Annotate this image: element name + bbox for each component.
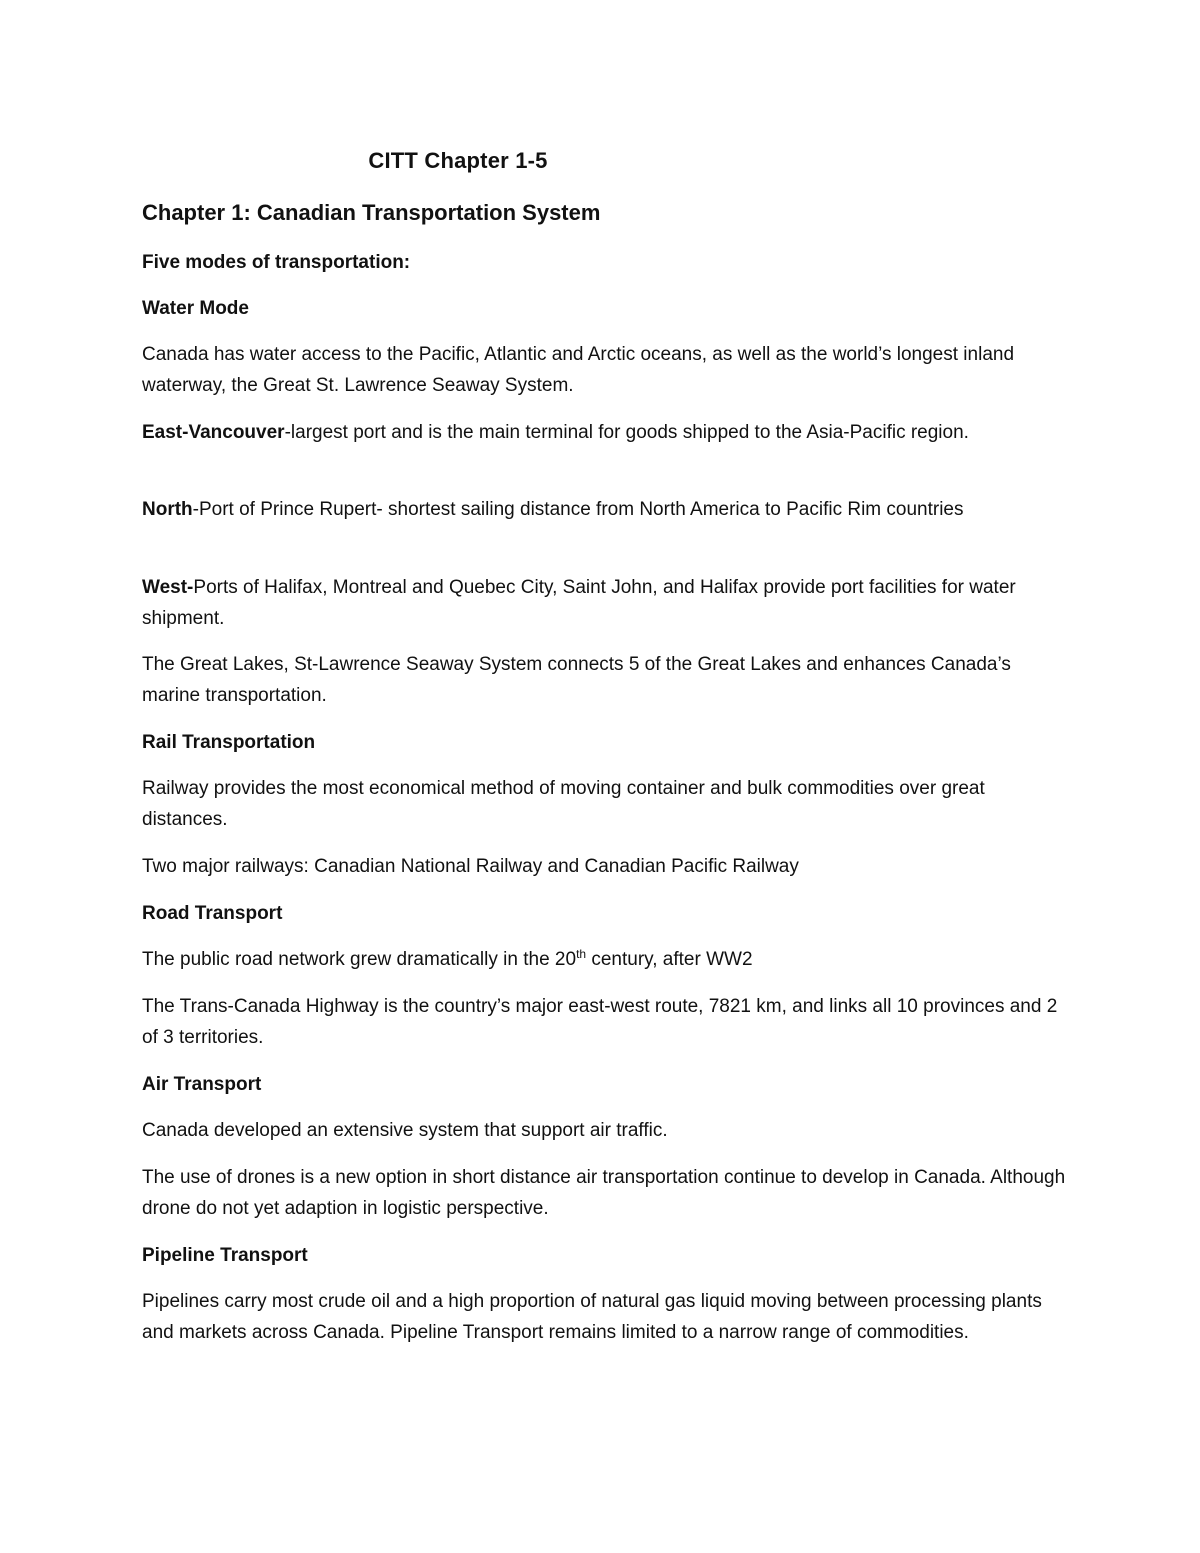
north-text: -Port of Prince Rupert- shortest sailing distance from North America to Pacific Rim countries — [192, 499, 964, 520]
rail-paragraph-2: Two major railways: Canadian National Railway and Canadian Pacific Railway — [142, 856, 799, 877]
rail-paragraph-1: Railway provides the most economical method of moving container and bulk commodities over great distances. — [142, 778, 985, 830]
air-paragraph-2: The use of drones is a new option in short distance air transportation continue to develop in Canada. Although drone do not yet adaption in logistic perspective. — [142, 1167, 1066, 1219]
road-paragraph-2: The Trans-Canada Highway is the country’s major east-west route, 7821 km, and links all 10 provinces and 2 of 3 territories. — [142, 996, 1058, 1048]
road-p1-before: The public road network grew dramatically in the 20 — [142, 949, 577, 970]
great-lakes-paragraph: The Great Lakes, St-Lawrence Seaway System connects 5 of the Great Lakes and enhances Canada’s marine transportation. — [142, 654, 1011, 706]
pipeline-heading: Pipeline Transport — [142, 1245, 308, 1266]
chapter-heading: Chapter 1: Canadian Transportation System — [142, 200, 601, 225]
east-paragraph — [142, 417, 1072, 448]
north-paragraph — [142, 494, 1072, 525]
west-label: West- — [142, 577, 194, 598]
east-text: -largest port and is the main terminal for goods shipped to the Asia-Pacific region. — [284, 422, 969, 443]
road-heading: Road Transport — [142, 903, 283, 924]
road-paragraph-1 — [142, 944, 1072, 975]
west-paragraph — [142, 572, 1072, 634]
west-text: Ports of Halifax, Montreal and Quebec City, Saint John, and Halifax provide port facilities for water shipment. — [142, 577, 1016, 629]
modes-heading: Five modes of transportation: — [142, 252, 411, 273]
north-label: North — [142, 499, 193, 520]
water-mode-heading: Water Mode — [142, 298, 249, 319]
road-p1-after: century, after WW2 — [586, 949, 753, 970]
document-title: CITT Chapter 1-5 — [368, 148, 548, 173]
rail-heading: Rail Transportation — [142, 732, 316, 753]
air-heading: Air Transport — [142, 1074, 262, 1095]
air-paragraph-1: Canada developed an extensive system that support air traffic. — [142, 1120, 668, 1141]
water-paragraph: Canada has water access to the Pacific, Atlantic and Arctic oceans, as well as the world’s longest inland waterway, the Great St. Lawrence Seaway System. — [142, 344, 1015, 396]
pipeline-paragraph: Pipelines carry most crude oil and a high proportion of natural gas liquid moving between processing plants and markets across Canada. Pipeline Transport remains limited to a narrow range of commodities. — [142, 1291, 1042, 1343]
east-label: East-Vancouver — [142, 422, 285, 443]
road-p1-superscript: th — [576, 947, 587, 961]
